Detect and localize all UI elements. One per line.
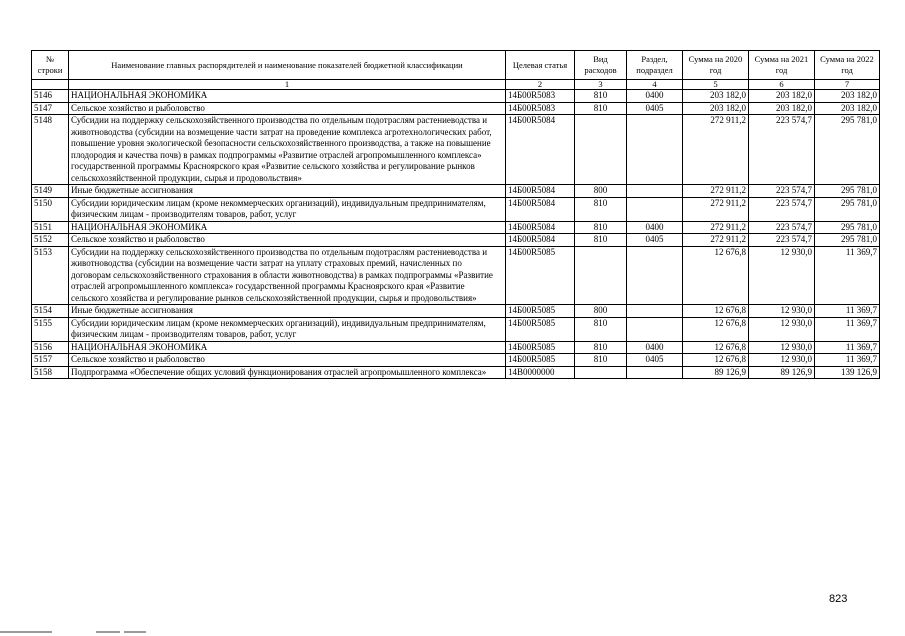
row-sum-2022: 295 781,0	[815, 115, 880, 185]
row-name: Субсидии на поддержку сельскохозяйственного производства по отдельным подотраслям растениеводства и животноводства (субсидии на возмещение части затрат на уплату страховых премий, начисленных по договорам сельскохозяйственного страхования в области животноводства) в рамках подпрограммы «Развитие отраслей агропромышленного комплекса» государственной программы Красноярского края «Развитие сельского хозяйства и регулирование рынков сельскохозяйственной продукции, сырья и продовольствия»	[69, 246, 506, 305]
row-sum-2022: 11 369,7	[815, 354, 880, 367]
row-section: 0400	[627, 341, 683, 354]
row-name: Иные бюджетные ассигнования	[69, 185, 506, 198]
row-sum-2020: 203 182,0	[683, 90, 749, 103]
row-target-article: 14В0000000	[506, 366, 575, 379]
table-row	[32, 317, 880, 341]
column-number	[32, 80, 69, 90]
row-target-article: 14Б00R5084	[506, 185, 575, 198]
table-row	[32, 102, 880, 115]
table-row	[32, 341, 880, 354]
row-expense-type: 800	[575, 305, 627, 318]
row-name: Субсидии на поддержку сельскохозяйственного производства по отдельным подотраслям растениеводства и животноводства (субсидии на возмещение части затрат на проведение комплекса агротехнологических работ, повышение уровня экологической безопасности сельскохозяйственного производства, а также на повышение плодородия и качества почв) в рамках подпрограммы «Развитие отраслей агропромышленного комплекса» государственной программы Красноярского края «Развитие сельского хозяйства и регулирование рынков сельскохозяйственной продукции, сырья и продовольствия»	[69, 115, 506, 185]
row-sum-2022: 11 369,7	[815, 341, 880, 354]
row-sum-2020: 12 676,8	[683, 317, 749, 341]
table-row	[32, 354, 880, 367]
row-expense-type	[575, 366, 627, 379]
row-expense-type: 810	[575, 234, 627, 247]
row-sum-2021: 223 574,7	[749, 221, 815, 234]
row-sum-2020: 12 676,8	[683, 341, 749, 354]
row-sum-2021: 12 930,0	[749, 354, 815, 367]
row-target-article: 14Б00R5085	[506, 305, 575, 318]
row-expense-type: 810	[575, 341, 627, 354]
row-sum-2020: 12 676,8	[683, 354, 749, 367]
row-name: Субсидии юридическим лицам (кроме некоммерческих организаций), индивидуальным предпринимателям, физическим лицам - производителям товаров, работ, услуг	[69, 317, 506, 341]
row-section	[627, 115, 683, 185]
row-name: Иные бюджетные ассигнования	[69, 305, 506, 318]
header-sum-2020: Сумма на 2020 год	[683, 51, 749, 80]
row-name: НАЦИОНАЛЬНАЯ ЭКОНОМИКА	[69, 341, 506, 354]
table-row	[32, 234, 880, 247]
column-number-row	[32, 80, 880, 90]
row-expense-type: 810	[575, 354, 627, 367]
table-row	[32, 90, 880, 103]
table-row	[32, 305, 880, 318]
row-expense-type: 810	[575, 317, 627, 341]
row-target-article: 14Б00R5084	[506, 234, 575, 247]
table-row	[32, 366, 880, 379]
row-sum-2022: 295 781,0	[815, 197, 880, 221]
table-row	[32, 115, 880, 185]
row-section	[627, 305, 683, 318]
row-number: 5154	[32, 305, 69, 318]
column-number: 1	[69, 80, 506, 90]
row-name: Подпрограмма «Обеспечение общих условий функционирования отраслей агропромышленного комплекса»	[69, 366, 506, 379]
row-sum-2020: 272 911,2	[683, 185, 749, 198]
column-number: 2	[506, 80, 575, 90]
row-sum-2020: 272 911,2	[683, 115, 749, 185]
row-name: Сельское хозяйство и рыболовство	[69, 354, 506, 367]
row-sum-2021: 223 574,7	[749, 185, 815, 198]
row-sum-2020: 12 676,8	[683, 246, 749, 305]
header-num: № строки	[32, 51, 69, 80]
budget-table	[31, 50, 880, 379]
row-sum-2021: 223 574,7	[749, 234, 815, 247]
row-section	[627, 317, 683, 341]
column-number: 6	[749, 80, 815, 90]
row-sum-2022: 295 781,0	[815, 185, 880, 198]
row-number: 5157	[32, 354, 69, 367]
row-target-article: 14Б00R5085	[506, 246, 575, 305]
column-number: 4	[627, 80, 683, 90]
row-target-article: 14Б00R5084	[506, 221, 575, 234]
row-name: Субсидии юридическим лицам (кроме некоммерческих организаций), индивидуальным предпринимателям, физическим лицам - производителям товаров, работ, услуг	[69, 197, 506, 221]
row-sum-2022: 11 369,7	[815, 317, 880, 341]
row-target-article: 14Б00R5084	[506, 115, 575, 185]
row-target-article: 14Б00R5085	[506, 354, 575, 367]
row-sum-2021: 89 126,9	[749, 366, 815, 379]
page-number: 823	[829, 593, 848, 605]
header-name: Наименование главных распорядителей и наименование показателей бюджетной классификации	[69, 51, 506, 80]
row-sum-2022: 11 369,7	[815, 246, 880, 305]
row-name: НАЦИОНАЛЬНАЯ ЭКОНОМИКА	[69, 221, 506, 234]
row-section	[627, 185, 683, 198]
row-sum-2021: 223 574,7	[749, 115, 815, 185]
row-target-article: 14Б00R5084	[506, 197, 575, 221]
scan-artifact	[124, 631, 146, 633]
row-number: 5153	[32, 246, 69, 305]
row-section: 0400	[627, 221, 683, 234]
column-number: 3	[575, 80, 627, 90]
row-expense-type: 810	[575, 102, 627, 115]
row-number: 5148	[32, 115, 69, 185]
row-sum-2021: 12 930,0	[749, 246, 815, 305]
row-sum-2020: 272 911,2	[683, 197, 749, 221]
row-section: 0405	[627, 102, 683, 115]
row-sum-2021: 203 182,0	[749, 102, 815, 115]
row-number: 5158	[32, 366, 69, 379]
column-number: 7	[815, 80, 880, 90]
header-vid: Вид расходов	[575, 51, 627, 80]
row-section: 0405	[627, 234, 683, 247]
row-sum-2021: 12 930,0	[749, 305, 815, 318]
row-sum-2020: 12 676,8	[683, 305, 749, 318]
row-name: Сельское хозяйство и рыболовство	[69, 102, 506, 115]
row-sum-2020: 272 911,2	[683, 234, 749, 247]
row-sum-2021: 223 574,7	[749, 197, 815, 221]
row-target-article: 14Б00R5083	[506, 102, 575, 115]
row-expense-type	[575, 115, 627, 185]
row-name: Сельское хозяйство и рыболовство	[69, 234, 506, 247]
row-number: 5156	[32, 341, 69, 354]
row-sum-2022: 139 126,9	[815, 366, 880, 379]
row-name: НАЦИОНАЛЬНАЯ ЭКОНОМИКА	[69, 90, 506, 103]
row-section	[627, 246, 683, 305]
table-row	[32, 197, 880, 221]
row-sum-2021: 12 930,0	[749, 341, 815, 354]
row-number: 5155	[32, 317, 69, 341]
row-expense-type	[575, 246, 627, 305]
header-sum-2022: Сумма на 2022 год	[815, 51, 880, 80]
table-row	[32, 185, 880, 198]
row-sum-2022: 203 182,0	[815, 102, 880, 115]
table-row	[32, 246, 880, 305]
table-body	[32, 90, 880, 379]
row-section	[627, 366, 683, 379]
row-sum-2022: 11 369,7	[815, 305, 880, 318]
row-expense-type: 810	[575, 197, 627, 221]
header-sum-2021: Сумма на 2021 год	[749, 51, 815, 80]
row-number: 5146	[32, 90, 69, 103]
row-sum-2020: 89 126,9	[683, 366, 749, 379]
row-section: 0400	[627, 90, 683, 103]
row-expense-type: 800	[575, 185, 627, 198]
row-number: 5151	[32, 221, 69, 234]
table-header-row	[32, 51, 880, 80]
row-expense-type: 810	[575, 90, 627, 103]
row-number: 5152	[32, 234, 69, 247]
row-sum-2022: 295 781,0	[815, 234, 880, 247]
header-code: Целевая статья	[506, 51, 575, 80]
row-sum-2022: 203 182,0	[815, 90, 880, 103]
table-row	[32, 221, 880, 234]
row-target-article: 14Б00R5085	[506, 317, 575, 341]
row-number: 5150	[32, 197, 69, 221]
row-sum-2021: 203 182,0	[749, 90, 815, 103]
row-sum-2020: 203 182,0	[683, 102, 749, 115]
row-sum-2021: 12 930,0	[749, 317, 815, 341]
row-sum-2022: 295 781,0	[815, 221, 880, 234]
scan-artifact	[96, 631, 120, 633]
header-razdel: Раздел, подраздел	[627, 51, 683, 80]
row-number: 5147	[32, 102, 69, 115]
row-section	[627, 197, 683, 221]
row-expense-type: 810	[575, 221, 627, 234]
scan-artifact	[0, 631, 52, 633]
row-target-article: 14Б00R5083	[506, 90, 575, 103]
row-number: 5149	[32, 185, 69, 198]
row-section: 0405	[627, 354, 683, 367]
row-sum-2020: 272 911,2	[683, 221, 749, 234]
column-number: 5	[683, 80, 749, 90]
row-target-article: 14Б00R5085	[506, 341, 575, 354]
